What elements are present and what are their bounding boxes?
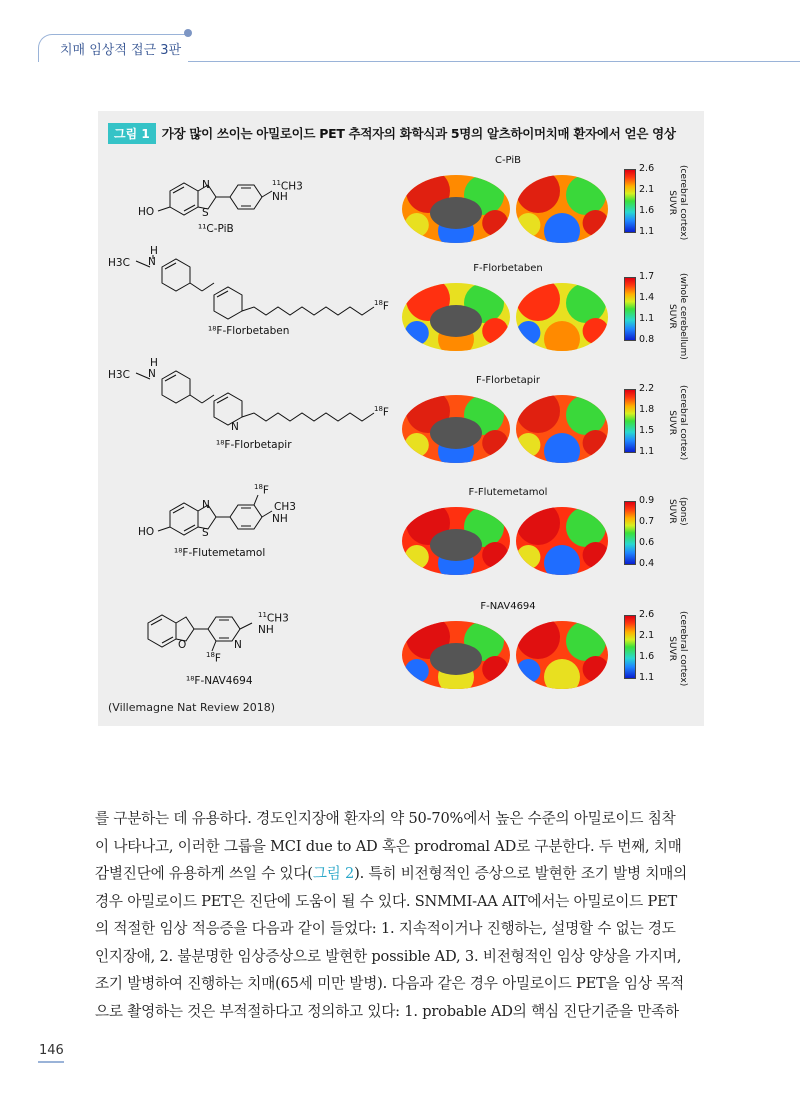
brain-lateral-view (514, 501, 610, 589)
colorbar-tick: 1.4 (639, 292, 655, 303)
atom-label: N (148, 368, 156, 380)
atom-label: $^{18}$F (374, 299, 389, 313)
colorbar-tick: 0.9 (639, 495, 655, 506)
colorbar-tick: 1.1 (639, 672, 655, 683)
compound-florbetaben-structure (136, 255, 374, 319)
atom-label: $^{18}$F (254, 483, 269, 497)
atom-label: $^{18}$F (374, 405, 389, 419)
tracer-name: F-Florbetapir (476, 375, 540, 386)
colorbar (624, 615, 636, 679)
compound-label-flutemetamol: ¹⁸F-Flutemetamol (174, 547, 266, 559)
colorbar-tick: 1.5 (639, 425, 655, 436)
atom-label: H (150, 245, 158, 257)
page-number: 146 (39, 1043, 64, 1058)
body-line: 이 나타나고, 이러한 그룹을 MCI due to AD 혹은 prodromal AD로 구분한다. 두 번째, 치매 (95, 837, 682, 855)
body-line: 으로 촬영하는 것은 부적절하다고 정의하고 있다: 1. probable AD의 핵심 진단기준을 만족하 (95, 1002, 679, 1020)
atom-label: NH (258, 624, 274, 636)
page-number-rule (38, 1061, 64, 1063)
figure-credit: (Villemagne Nat Review 2018) (108, 701, 275, 714)
tracer-name: F-NAV4694 (480, 601, 536, 612)
atom-label: HO (138, 526, 155, 538)
colorbar-tick: 1.1 (639, 226, 655, 237)
tracer-name: C-PiB (494, 155, 522, 166)
atom-label: N (231, 421, 239, 433)
compound-pib-structure (158, 183, 272, 215)
header-dot (184, 29, 192, 37)
figure-title: 가장 많이 쓰이는 아밀로이드 PET 추적자의 화학식과 5명의 알츠하이머치매 환자에서 얻은 영상 (161, 126, 676, 141)
body-line: 경우 아밀로이드 PET은 진단에 도움이 될 수 있다. SNMMI-AA AIT에서는 아밀로이드 PET (95, 892, 678, 910)
book-title: 치매 임상적 접근 3판 (60, 43, 182, 58)
atom-label: N (148, 256, 156, 268)
colorbar-label: (cerebral cortex) SUVR (667, 385, 688, 461)
figure-panel (98, 111, 704, 726)
atom-label: O (178, 639, 187, 651)
colorbar-label: (cerebral cortex) SUVR (667, 165, 688, 241)
colorbar-tick: 0.7 (639, 516, 655, 527)
atom-label: $^{11}$CH3 (272, 179, 303, 193)
atom-label: CH3 (274, 501, 296, 513)
brain-medial-view (400, 389, 512, 477)
brain-lateral-view (514, 169, 610, 257)
figure-reference-link[interactable]: 그림 2 (312, 865, 355, 882)
atom-label: S (202, 207, 209, 219)
colorbar-tick: 1.7 (639, 271, 655, 282)
atom-label: NH (272, 191, 288, 203)
body-line: 조기 발병하여 진행하는 치매(65세 미만 발병). 다음과 같은 경우 아밀로이드 PET을 임상 목적 (95, 975, 684, 992)
brain-medial-view (400, 615, 512, 703)
colorbar-tick: 1.6 (639, 205, 655, 216)
tracer-name: F-Florbetaben (473, 263, 543, 274)
figure-badge: 그림 1 (108, 123, 156, 144)
atom-label: $^{18}$F (206, 651, 221, 665)
colorbar-tick: 1.8 (639, 404, 655, 415)
colorbar-tick: 2.6 (639, 609, 655, 620)
brain-lateral-view (514, 277, 610, 365)
atom-label: N (202, 179, 210, 191)
running-header (38, 24, 800, 62)
body-line: 의 적절한 임상 적응증을 다음과 같이 들었다: 1. 지속적이거나 진행하는, 설명할 수 없는 경도 (95, 920, 676, 937)
chemical-structures (98, 111, 398, 711)
colorbar (624, 277, 636, 341)
colorbar-tick: 2.6 (639, 163, 655, 174)
tracer-name: F-Flutemetamol (468, 487, 548, 498)
colorbar-tick: 2.1 (639, 184, 655, 195)
colorbar-tick: 1.1 (639, 446, 655, 457)
colorbar-tick: 1.6 (639, 651, 655, 662)
brain-medial-view (400, 169, 512, 257)
brain-medial-view (400, 501, 512, 589)
atom-label: N (202, 499, 210, 511)
compound-florbetapir-structure (136, 371, 374, 425)
compound-label-nav4694: ¹⁸F-NAV4694 (186, 675, 253, 687)
colorbar (624, 389, 636, 453)
atom-label: HO (138, 206, 155, 218)
colorbar (624, 501, 636, 565)
body-line: 감별진단에 유용하게 쓰일 수 있다(그림 2). 특히 비전형적인 증상으로 발현한 조기 발병 치매의 (95, 865, 688, 882)
brain-medial-view (400, 277, 512, 365)
atom-label: $^{11}$CH3 (258, 611, 289, 625)
body-paragraph (95, 805, 707, 1025)
colorbar-tick: 0.8 (639, 334, 655, 345)
compound-label-pib: ¹¹C-PiB (198, 223, 234, 235)
atom-label: H (150, 357, 158, 369)
body-line: 를 구분하는 데 유용하다. 경도인지장애 환자의 약 50-70%에서 높은 수준의 아밀로이드 침착 (95, 810, 676, 827)
colorbar-tick: 2.1 (639, 630, 655, 641)
colorbar-tick: 0.6 (639, 537, 655, 548)
compound-label-florbetaben: ¹⁸F-Florbetaben (208, 325, 290, 337)
compound-flutemetamol-structure (158, 495, 272, 535)
brain-lateral-view (514, 389, 610, 477)
colorbar-tick: 1.1 (639, 313, 655, 324)
compound-label-florbetapir: ¹⁸F-Florbetapir (216, 439, 292, 451)
atom-label: NH (272, 513, 288, 525)
colorbar-tick: 0.4 (639, 558, 655, 569)
atom-label: S (202, 527, 209, 539)
colorbar-label: (pons) SUVR (667, 497, 688, 526)
atom-label: H3C (108, 369, 130, 381)
header-rule (188, 61, 800, 62)
colorbar-label: (cerebral cortex) SUVR (667, 611, 688, 687)
body-line: 인지장애, 2. 불분명한 임상증상으로 발현한 possible AD, 3. 비전형적인 임상 양상을 가지며, (95, 947, 682, 965)
atom-label: N (234, 639, 242, 651)
colorbar-label: (whole cerebellum) SUVR (667, 273, 688, 360)
brain-lateral-view (514, 615, 610, 703)
colorbar-tick: 2.2 (639, 383, 655, 394)
atom-label: H3C (108, 257, 130, 269)
colorbar (624, 169, 636, 233)
